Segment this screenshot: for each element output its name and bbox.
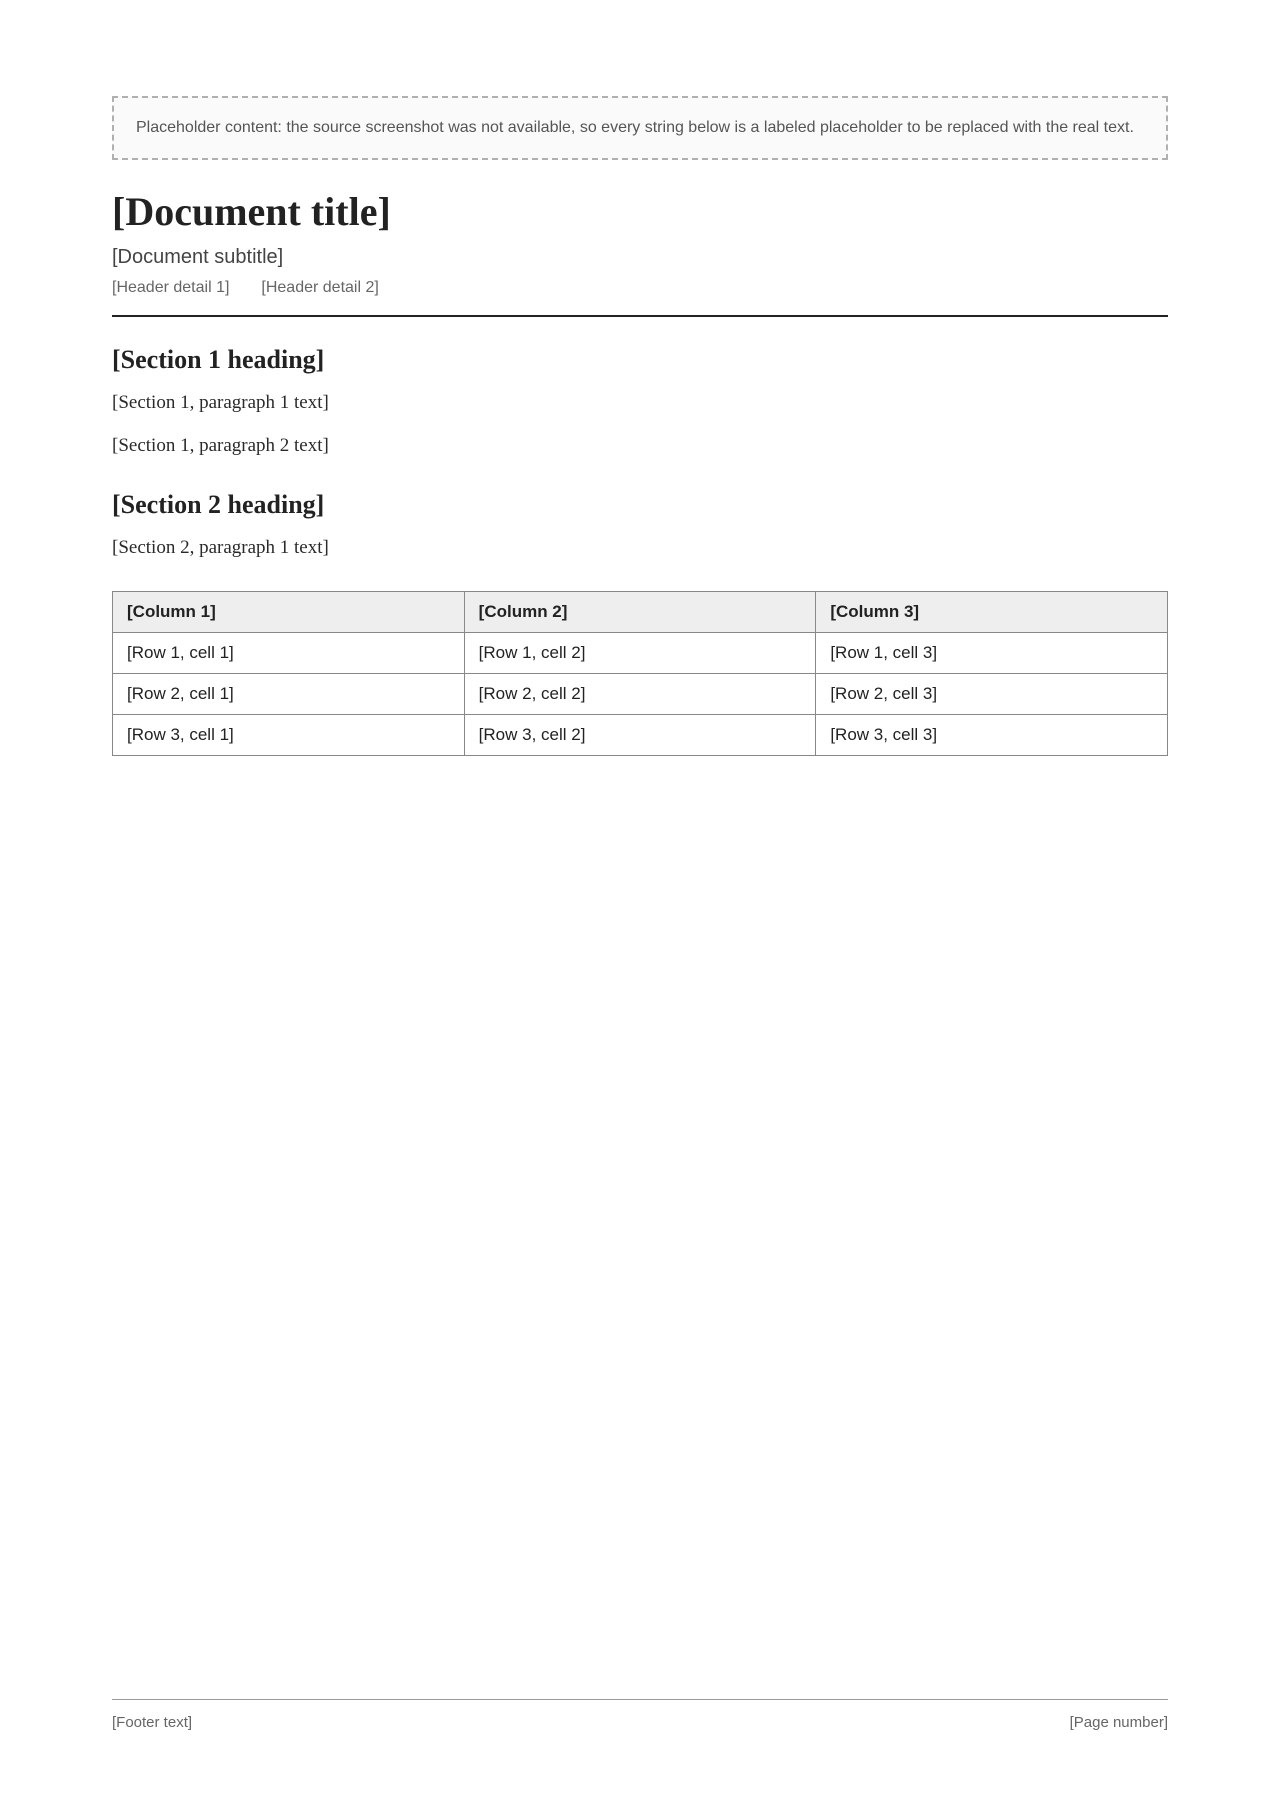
table-cell: [Row 2, cell 2] xyxy=(464,674,816,715)
page-number: [Page number] xyxy=(1069,1714,1168,1731)
document-footer xyxy=(112,1699,1168,1731)
document-subtitle: [Document subtitle] xyxy=(112,246,284,268)
document-meta-right: [Header detail 2] xyxy=(261,279,379,296)
data-table xyxy=(112,591,1168,756)
table-header-cell: [Column 2] xyxy=(464,592,816,633)
document-meta-left: [Header detail 1] xyxy=(112,279,230,296)
placeholder-notice-text: Placeholder content: the source screenshot was not available, so every string below is a labeled placeholder to be replaced with the real text. xyxy=(136,119,1134,136)
document-header xyxy=(112,188,1168,317)
table-cell: [Row 1, cell 1] xyxy=(113,633,465,674)
document-meta xyxy=(112,279,1168,297)
footer-left-text: [Footer text] xyxy=(112,1714,193,1731)
table-cell: [Row 1, cell 3] xyxy=(816,633,1168,674)
table-cell: [Row 2, cell 3] xyxy=(816,674,1168,715)
placeholder-notice xyxy=(112,96,1168,160)
section-2-heading: [Section 2 heading] xyxy=(112,489,325,519)
section-2-paragraph-1: [Section 2, paragraph 1 text] xyxy=(112,536,329,558)
section-1-paragraph-1: [Section 1, paragraph 1 text] xyxy=(112,392,329,413)
table-header-row xyxy=(113,592,1168,633)
document-title: [Document title] xyxy=(112,189,391,234)
table-row xyxy=(113,715,1168,756)
section-1 xyxy=(112,345,1168,462)
section-1-heading: [Section 1 heading] xyxy=(112,345,325,374)
table-cell: [Row 1, cell 2] xyxy=(464,633,816,674)
table-header-cell: [Column 1] xyxy=(113,592,465,633)
section-1-paragraph-2: [Section 1, paragraph 2 text] xyxy=(112,435,329,457)
table-header-cell: [Column 3] xyxy=(816,592,1168,633)
table-row xyxy=(113,633,1168,674)
table-cell: [Row 3, cell 2] xyxy=(464,715,816,756)
table-row xyxy=(113,674,1168,715)
table-cell: [Row 3, cell 1] xyxy=(113,715,465,756)
table-cell: [Row 2, cell 1] xyxy=(113,674,465,715)
section-2 xyxy=(112,490,1168,563)
table-cell: [Row 3, cell 3] xyxy=(816,715,1168,756)
